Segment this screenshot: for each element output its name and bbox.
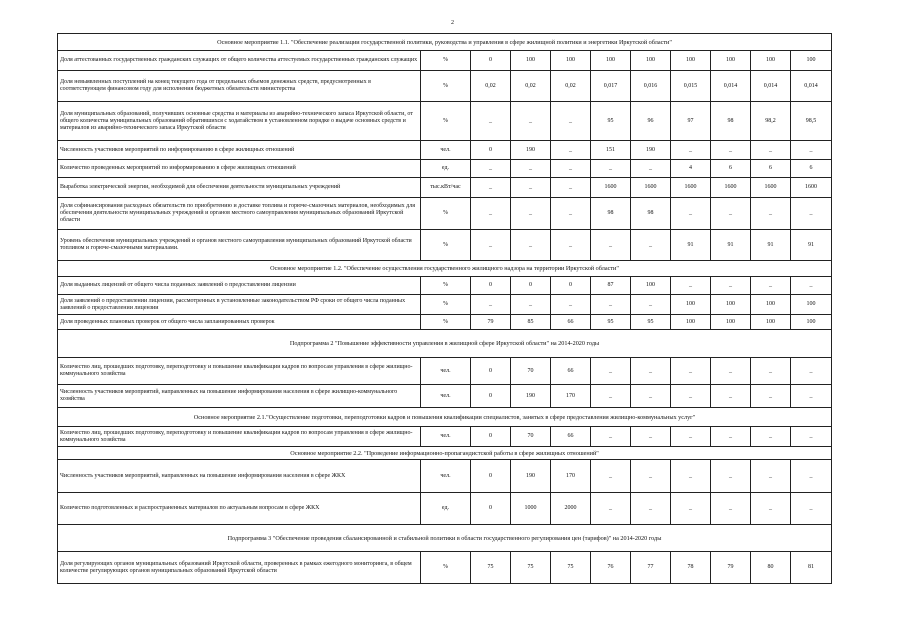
value-cell: 0,014 bbox=[791, 71, 832, 102]
indicator-name: Уровень обеспечения муниципальных учреждений и органов местного самоуправления муниципальных образований Иркутской области топливом и горюче-смазочными материалами. bbox=[58, 230, 421, 261]
unit-cell: % bbox=[421, 71, 471, 102]
value-cell: 91 bbox=[751, 230, 791, 261]
value-cell: _ bbox=[591, 460, 631, 493]
value-cell: _ bbox=[751, 358, 791, 385]
value-cell: _ bbox=[711, 358, 751, 385]
unit-cell: ед. bbox=[421, 493, 471, 525]
indicator-name: Доля регулирующих органов муниципальных образований Иркутской области, проверенных в рамках ежегодного мониторинга, в общем количестве регулирующих органов муниципальных образований Иркутской области bbox=[58, 552, 421, 584]
section-header-row bbox=[58, 447, 832, 460]
value-cell: 0 bbox=[471, 51, 511, 71]
value-cell: _ bbox=[751, 427, 791, 447]
value-cell: 100 bbox=[751, 51, 791, 71]
value-cell: _ bbox=[671, 385, 711, 408]
value-cell: _ bbox=[751, 460, 791, 493]
value-cell: 70 bbox=[511, 358, 551, 385]
table-row bbox=[58, 493, 832, 525]
value-cell: 1600 bbox=[591, 178, 631, 198]
value-cell: _ bbox=[511, 160, 551, 178]
value-cell: 100 bbox=[631, 51, 671, 71]
unit-cell: % bbox=[421, 102, 471, 141]
value-cell: _ bbox=[591, 230, 631, 261]
value-cell: 0,015 bbox=[671, 71, 711, 102]
value-cell: _ bbox=[511, 178, 551, 198]
value-cell: _ bbox=[551, 295, 591, 315]
unit-cell: % bbox=[421, 295, 471, 315]
value-cell: 70 bbox=[511, 427, 551, 447]
value-cell: _ bbox=[671, 141, 711, 160]
value-cell: _ bbox=[631, 358, 671, 385]
value-cell: _ bbox=[631, 385, 671, 408]
value-cell: _ bbox=[711, 141, 751, 160]
value-cell: 6 bbox=[711, 160, 751, 178]
value-cell: _ bbox=[711, 277, 751, 295]
value-cell: _ bbox=[631, 493, 671, 525]
indicator-name: Численность участников мероприятий по информированию в сфере жилищных отношений bbox=[58, 141, 421, 160]
indicator-name: Численность участников мероприятий, направленных на повышение информирования населения в сфере ЖКХ bbox=[58, 460, 421, 493]
section-title: Основное мероприятие 2.1."Осуществление подготовки, переподготовки кадров и повышения квалификации специалистов, занятых в сфере предоставления жилищно-коммунальных услуг" bbox=[58, 408, 832, 427]
value-cell: _ bbox=[471, 295, 511, 315]
value-cell: 0 bbox=[511, 277, 551, 295]
value-cell: 170 bbox=[551, 460, 591, 493]
value-cell: _ bbox=[631, 295, 671, 315]
value-cell: 0 bbox=[471, 427, 511, 447]
indicator-name: Доля проведенных плановых проверок от общего числа запланированных проверок bbox=[58, 315, 421, 330]
value-cell: _ bbox=[671, 358, 711, 385]
value-cell: _ bbox=[791, 385, 832, 408]
value-cell: _ bbox=[791, 460, 832, 493]
value-cell: _ bbox=[631, 460, 671, 493]
unit-cell: чел. bbox=[421, 427, 471, 447]
value-cell: _ bbox=[631, 160, 671, 178]
value-cell: 1600 bbox=[671, 178, 711, 198]
value-cell: 100 bbox=[591, 51, 631, 71]
indicator-name: Количество лиц, прошедших подготовку, переподготовку и повышение квалификации кадров по вопросам управления в сфере жилищно-коммунального хозяйства bbox=[58, 358, 421, 385]
value-cell: 76 bbox=[591, 552, 631, 584]
value-cell: _ bbox=[471, 230, 511, 261]
indicator-name: Доля софинансирования расходных обязательств по приобретению и доставке топлива и горюче-смазочных материалов, необходимых для обеспечения деятельности муниципальных учреждений и органов местного самоуправления муниципальных образований Иркутской области bbox=[58, 198, 421, 230]
table-row bbox=[58, 51, 832, 71]
value-cell: _ bbox=[591, 493, 631, 525]
value-cell: 100 bbox=[671, 51, 711, 71]
table-row bbox=[58, 277, 832, 295]
value-cell: 0,016 bbox=[631, 71, 671, 102]
value-cell: _ bbox=[551, 160, 591, 178]
value-cell: 91 bbox=[671, 230, 711, 261]
section-title: Основное мероприятие 1.2. "Обеспечение осуществления государственного жилищного надзора на территории Иркутской области" bbox=[58, 261, 832, 277]
value-cell: 0,014 bbox=[751, 71, 791, 102]
indicator-name: Количество проведенных мероприятий по информированию в сфере жилищных отношений bbox=[58, 160, 421, 178]
indicator-name: Доля невыявленных поступлений на конец текущего года от предельных объемов денежных средств, предусмотренных в соответствующем финансовом году для исполнения бюджетных обязательств министерства bbox=[58, 71, 421, 102]
section-title: Подпрограмма 2 "Повышение эффективности управления в жилищной сфере Иркутской области" на 2014-2020 годы bbox=[58, 330, 832, 358]
indicator-name: Доля аттестованных государственных гражданских служащих от общего количества аттестуемых государственных гражданских служащих bbox=[58, 51, 421, 71]
value-cell: _ bbox=[591, 385, 631, 408]
value-cell: 190 bbox=[511, 385, 551, 408]
value-cell: 100 bbox=[791, 315, 832, 330]
value-cell: 1600 bbox=[751, 178, 791, 198]
section-title: Подпрограмма 3 "Обеспечение проведения сбалансированной и стабильной политики в области государственного регулирования цен (тарифов)" на 2014-2020 годы bbox=[58, 525, 832, 552]
value-cell: _ bbox=[551, 178, 591, 198]
value-cell: 0,014 bbox=[711, 71, 751, 102]
value-cell: 66 bbox=[551, 427, 591, 447]
table-row bbox=[58, 71, 832, 102]
unit-cell: чел. bbox=[421, 141, 471, 160]
table-row bbox=[58, 385, 832, 408]
value-cell: _ bbox=[511, 230, 551, 261]
value-cell: 0,02 bbox=[471, 71, 511, 102]
value-cell: 6 bbox=[791, 160, 832, 178]
table-row bbox=[58, 427, 832, 447]
value-cell: 2000 bbox=[551, 493, 591, 525]
value-cell: 85 bbox=[511, 315, 551, 330]
value-cell: _ bbox=[591, 358, 631, 385]
indicator-name: Доля выданных лицензий от общего числа поданных заявлений о предоставлении лицензии bbox=[58, 277, 421, 295]
value-cell: 100 bbox=[751, 315, 791, 330]
value-cell: _ bbox=[791, 493, 832, 525]
value-cell: _ bbox=[591, 295, 631, 315]
value-cell: 0,017 bbox=[591, 71, 631, 102]
value-cell: 96 bbox=[631, 102, 671, 141]
value-cell: 190 bbox=[511, 141, 551, 160]
value-cell: 95 bbox=[591, 315, 631, 330]
value-cell: _ bbox=[711, 198, 751, 230]
value-cell: _ bbox=[631, 427, 671, 447]
value-cell: 98 bbox=[631, 198, 671, 230]
section-header-row bbox=[58, 525, 832, 552]
unit-cell: % bbox=[421, 277, 471, 295]
value-cell: _ bbox=[511, 198, 551, 230]
value-cell: _ bbox=[671, 277, 711, 295]
value-cell: _ bbox=[711, 493, 751, 525]
section-title: Основное мероприятие 2.2. "Проведение информационно-пропагандистской работы в сфере жилищных отношений" bbox=[58, 447, 832, 460]
indicator-name: Количество лиц, прошедших подготовку, переподготовку и повышение квалификации кадров по вопросам управления в сфере жилищно-коммунального хозяйства bbox=[58, 427, 421, 447]
value-cell: _ bbox=[471, 198, 511, 230]
value-cell: _ bbox=[631, 230, 671, 261]
value-cell: 78 bbox=[671, 552, 711, 584]
value-cell: 0 bbox=[471, 460, 511, 493]
value-cell: _ bbox=[791, 141, 832, 160]
value-cell: _ bbox=[711, 460, 751, 493]
table-row bbox=[58, 178, 832, 198]
section-header-row bbox=[58, 34, 832, 51]
value-cell: 77 bbox=[631, 552, 671, 584]
value-cell: 80 bbox=[751, 552, 791, 584]
unit-cell: тыс.кВт/час bbox=[421, 178, 471, 198]
value-cell: _ bbox=[471, 178, 511, 198]
value-cell: 91 bbox=[791, 230, 832, 261]
value-cell: 100 bbox=[751, 295, 791, 315]
value-cell: _ bbox=[791, 358, 832, 385]
value-cell: 100 bbox=[791, 51, 832, 71]
unit-cell: % bbox=[421, 315, 471, 330]
unit-cell: % bbox=[421, 230, 471, 261]
value-cell: 75 bbox=[551, 552, 591, 584]
value-cell: 95 bbox=[591, 102, 631, 141]
value-cell: 81 bbox=[791, 552, 832, 584]
value-cell: 0 bbox=[551, 277, 591, 295]
value-cell: 151 bbox=[591, 141, 631, 160]
value-cell: 98,5 bbox=[791, 102, 832, 141]
value-cell: 1000 bbox=[511, 493, 551, 525]
table-row bbox=[58, 230, 832, 261]
unit-cell: ед. bbox=[421, 160, 471, 178]
value-cell: 98,2 bbox=[751, 102, 791, 141]
table-row bbox=[58, 460, 832, 493]
section-header-row bbox=[58, 330, 832, 358]
value-cell: _ bbox=[591, 160, 631, 178]
table-row bbox=[58, 141, 832, 160]
value-cell: 100 bbox=[671, 315, 711, 330]
value-cell: _ bbox=[471, 160, 511, 178]
value-cell: _ bbox=[751, 277, 791, 295]
unit-cell: % bbox=[421, 198, 471, 230]
value-cell: _ bbox=[551, 198, 591, 230]
value-cell: 6 bbox=[751, 160, 791, 178]
unit-cell: чел. bbox=[421, 358, 471, 385]
indicator-name: Доля заявлений о предоставлении лицензии, рассмотренных в установленные законодательством РФ сроки от общего числа поданных заявлений о предоставлении лицензии bbox=[58, 295, 421, 315]
page-number: 2 bbox=[451, 20, 454, 26]
section-header-row bbox=[58, 261, 832, 277]
value-cell: 1600 bbox=[791, 178, 832, 198]
indicator-name: Численность участников мероприятий, направленных на повышение информирования населения в сфере жилищно-коммунального хозяйства bbox=[58, 385, 421, 408]
value-cell: _ bbox=[751, 493, 791, 525]
value-cell: 79 bbox=[471, 315, 511, 330]
value-cell: 100 bbox=[711, 51, 751, 71]
value-cell: _ bbox=[711, 427, 751, 447]
value-cell: 190 bbox=[631, 141, 671, 160]
value-cell: _ bbox=[711, 385, 751, 408]
value-cell: 100 bbox=[791, 295, 832, 315]
value-cell: 79 bbox=[711, 552, 751, 584]
indicator-name: Выработка электрической энергии, необходимой для обеспечения деятельности муниципальных учреждений bbox=[58, 178, 421, 198]
value-cell: 0 bbox=[471, 493, 511, 525]
value-cell: 0,02 bbox=[551, 71, 591, 102]
value-cell: 0,02 bbox=[511, 71, 551, 102]
value-cell: 75 bbox=[471, 552, 511, 584]
value-cell: 66 bbox=[551, 358, 591, 385]
value-cell: 98 bbox=[591, 198, 631, 230]
value-cell: 190 bbox=[511, 460, 551, 493]
value-cell: _ bbox=[591, 427, 631, 447]
value-cell: _ bbox=[471, 102, 511, 141]
value-cell: 95 bbox=[631, 315, 671, 330]
value-cell: 1600 bbox=[711, 178, 751, 198]
value-cell: 87 bbox=[591, 277, 631, 295]
value-cell: 100 bbox=[511, 51, 551, 71]
indicators-table bbox=[57, 33, 832, 584]
value-cell: 100 bbox=[711, 295, 751, 315]
value-cell: _ bbox=[511, 295, 551, 315]
value-cell: _ bbox=[751, 385, 791, 408]
value-cell: _ bbox=[551, 230, 591, 261]
indicator-name: Доля муниципальных образований, получивших основные средства и материалы из аварийно-технического запаса Иркутской области, от общего количества муниципальных образований обратившихся с ходатайством в установленном порядке о выдаче основных средств и материалов из аварийно-технического запаса Иркутской области bbox=[58, 102, 421, 141]
value-cell: 91 bbox=[711, 230, 751, 261]
unit-cell: % bbox=[421, 552, 471, 584]
value-cell: 1600 bbox=[631, 178, 671, 198]
value-cell: 4 bbox=[671, 160, 711, 178]
value-cell: _ bbox=[751, 141, 791, 160]
value-cell: _ bbox=[551, 141, 591, 160]
value-cell: _ bbox=[791, 427, 832, 447]
value-cell: 0 bbox=[471, 141, 511, 160]
value-cell: 0 bbox=[471, 358, 511, 385]
table-row bbox=[58, 552, 832, 584]
value-cell: _ bbox=[671, 460, 711, 493]
section-title: Основное мероприятие 1.1. "Обеспечение реализации государственной политики, руководства и управления в сфере жилищной политики и энергетики Иркутской области" bbox=[58, 34, 832, 51]
table-row bbox=[58, 198, 832, 230]
unit-cell: чел. bbox=[421, 385, 471, 408]
value-cell: 100 bbox=[551, 51, 591, 71]
value-cell: _ bbox=[511, 102, 551, 141]
value-cell: _ bbox=[671, 427, 711, 447]
value-cell: 75 bbox=[511, 552, 551, 584]
value-cell: 66 bbox=[551, 315, 591, 330]
unit-cell: чел. bbox=[421, 460, 471, 493]
unit-cell: % bbox=[421, 51, 471, 71]
value-cell: _ bbox=[671, 198, 711, 230]
value-cell: 97 bbox=[671, 102, 711, 141]
table-row bbox=[58, 315, 832, 330]
value-cell: 170 bbox=[551, 385, 591, 408]
value-cell: _ bbox=[791, 277, 832, 295]
table-row bbox=[58, 295, 832, 315]
value-cell: 98 bbox=[711, 102, 751, 141]
value-cell: 0 bbox=[471, 277, 511, 295]
table-row bbox=[58, 102, 832, 141]
section-header-row bbox=[58, 408, 832, 427]
value-cell: 100 bbox=[631, 277, 671, 295]
value-cell: _ bbox=[751, 198, 791, 230]
table-row bbox=[58, 160, 832, 178]
value-cell: _ bbox=[791, 198, 832, 230]
indicator-name: Количество подготовленных и распространенных материалов по актуальным вопросам в сфере ЖКХ bbox=[58, 493, 421, 525]
value-cell: 100 bbox=[671, 295, 711, 315]
value-cell: 100 bbox=[711, 315, 751, 330]
value-cell: _ bbox=[671, 493, 711, 525]
value-cell: 0 bbox=[471, 385, 511, 408]
value-cell: _ bbox=[551, 102, 591, 141]
table-row bbox=[58, 358, 832, 385]
